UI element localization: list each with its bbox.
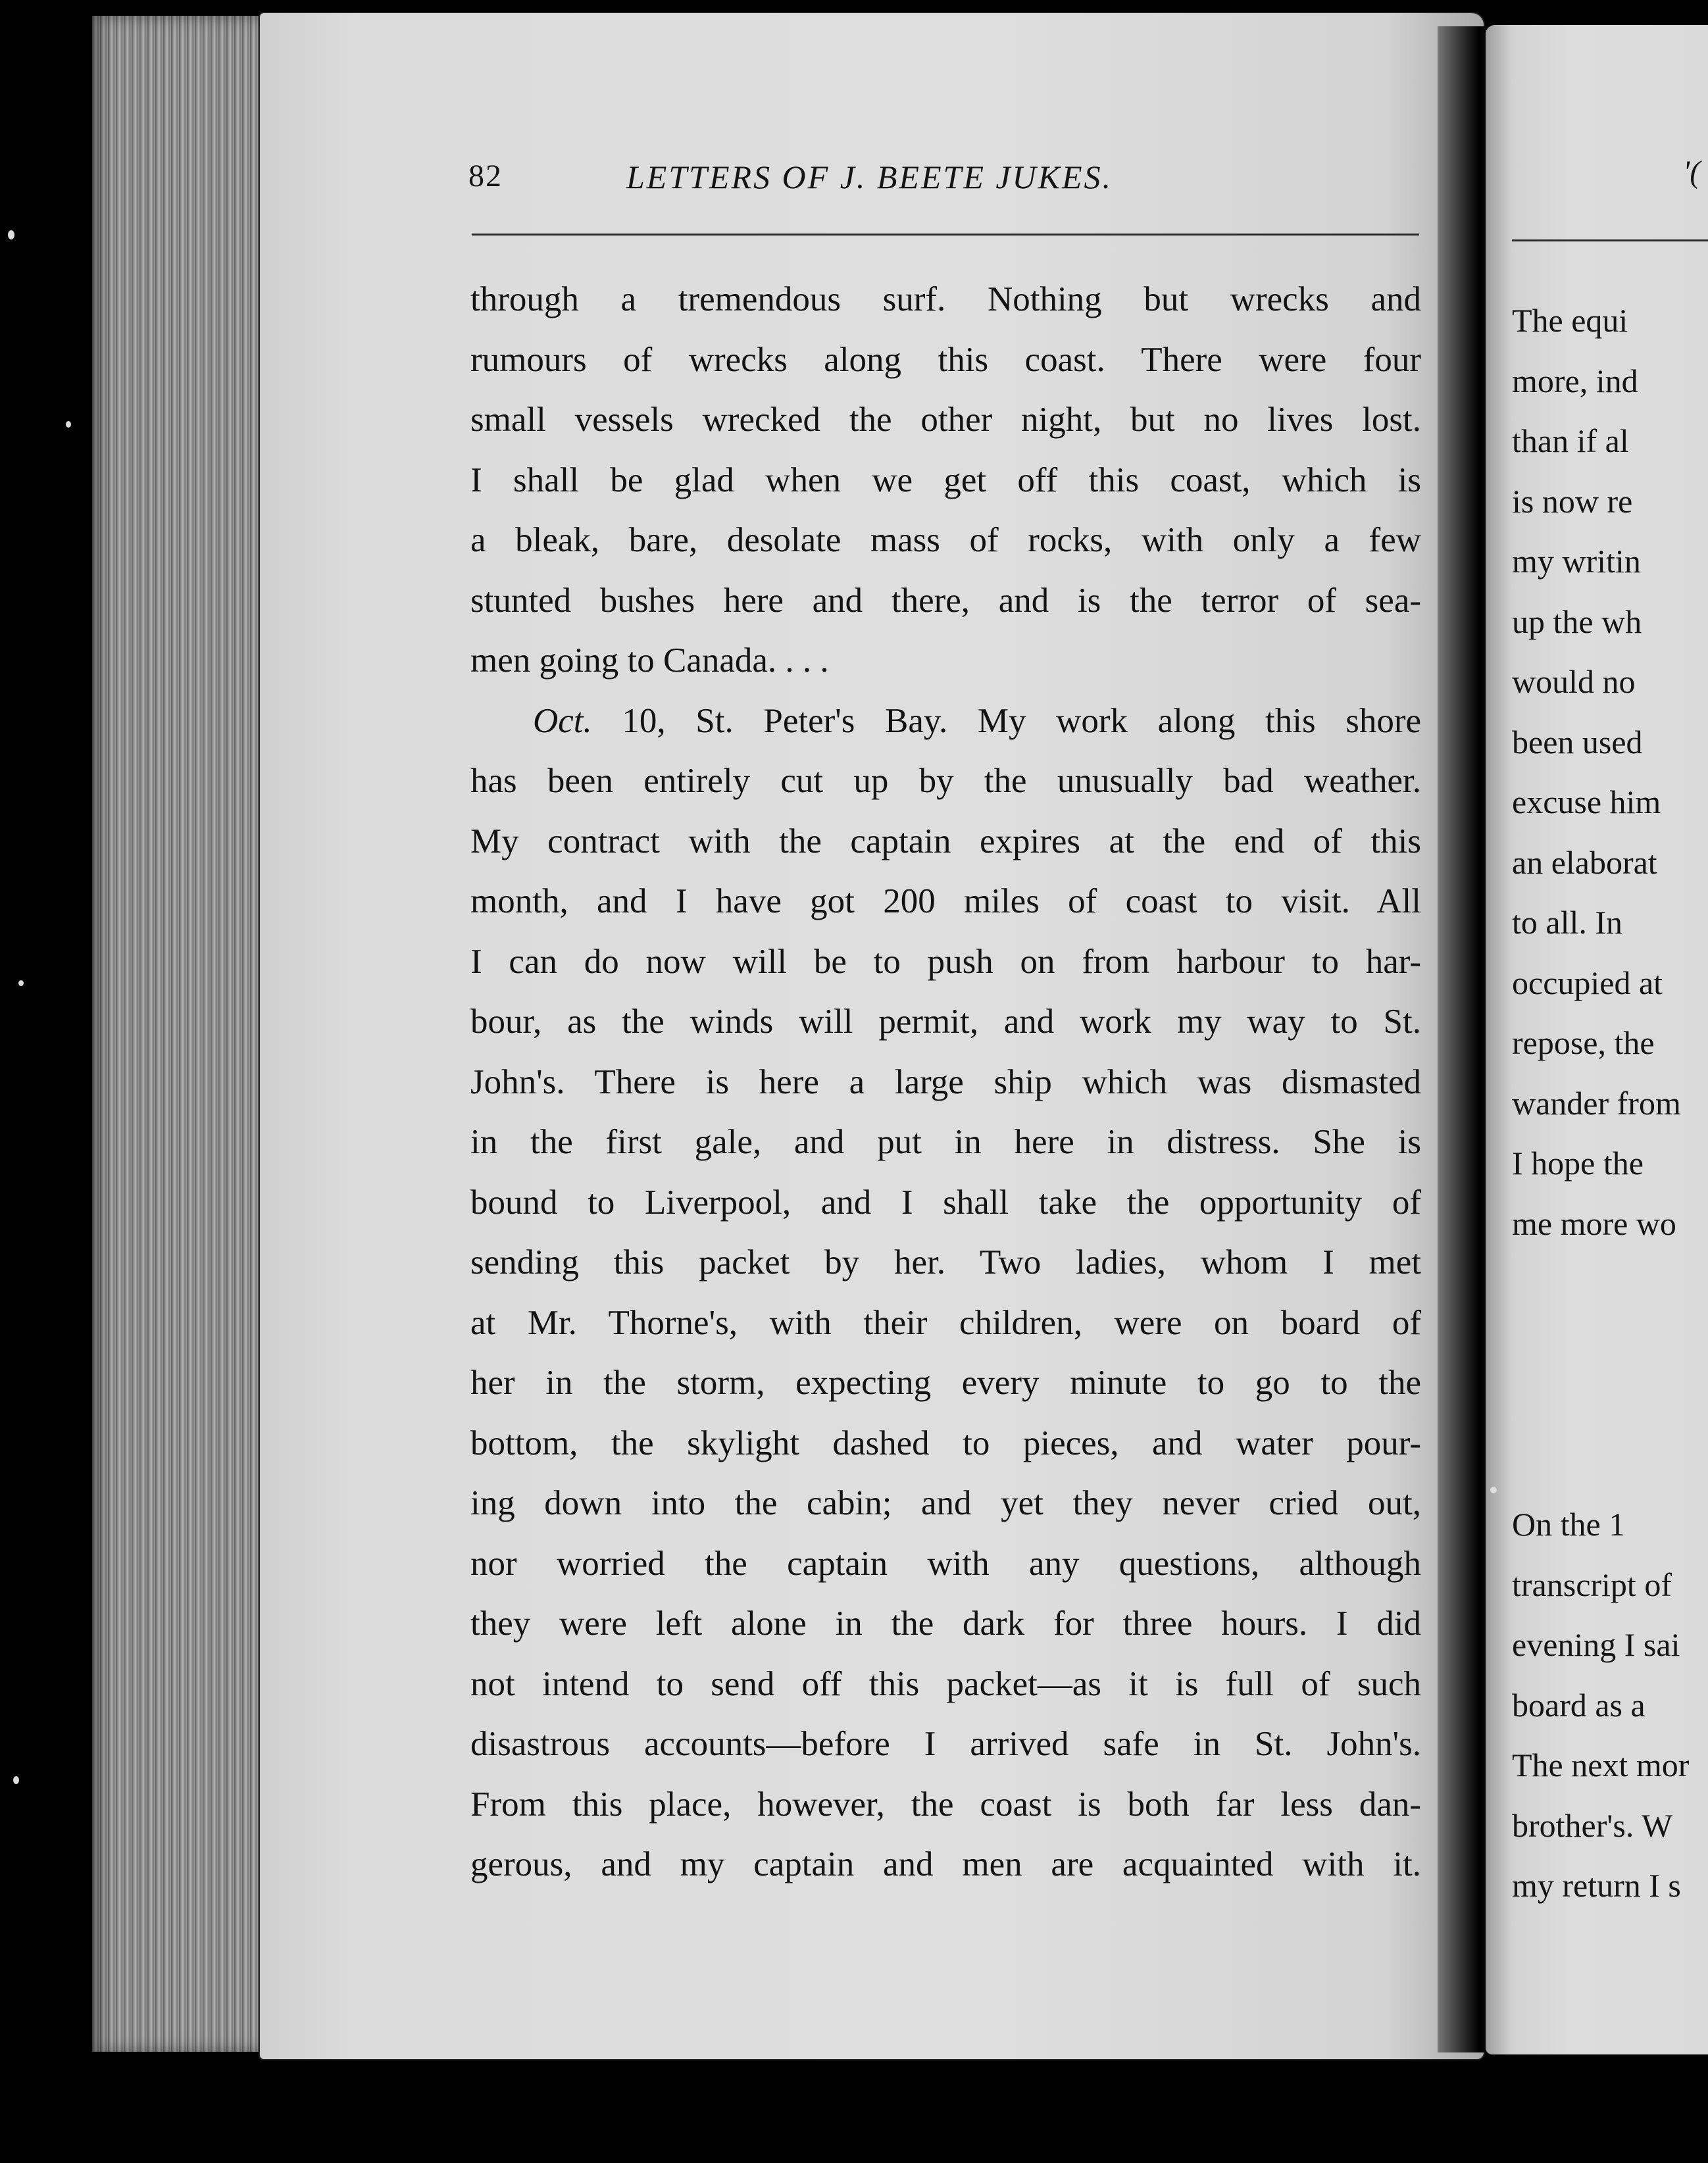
letter-date-place: 10, St. Peter's Bay. bbox=[622, 701, 948, 740]
text-line: rumours of wrecks along this coast. There were four bbox=[470, 340, 1421, 379]
page-number: 82 bbox=[468, 159, 503, 193]
scan-speck bbox=[1490, 1487, 1497, 1493]
text-line-remainder: My work along this shore bbox=[977, 701, 1421, 740]
right-page-text-line: my return I s bbox=[1512, 1867, 1681, 1904]
text-line: bottom, the skylight dashed to pieces, and water pour- bbox=[470, 1424, 1421, 1462]
body-text bbox=[470, 270, 1421, 1895]
right-page-text-line: board as a bbox=[1512, 1686, 1645, 1724]
text-line: bound to Liverpool, and I shall take the opportunity of bbox=[470, 1183, 1421, 1222]
text-line: sending this packet by her. Two ladies, whom I met bbox=[470, 1243, 1421, 1281]
text-line: nor worried the captain with any questions, although bbox=[470, 1544, 1421, 1583]
right-page-text-line: transcript of bbox=[1512, 1566, 1672, 1603]
right-page-text-line: The next mor bbox=[1512, 1747, 1690, 1783]
text-line: disastrous accounts—before I arrived safe in St. John's. bbox=[470, 1725, 1421, 1763]
text-line: John's. There is here a large ship which was dismasted bbox=[470, 1062, 1421, 1101]
right-page-text-line: me more wo bbox=[1512, 1205, 1676, 1242]
text-line: I shall be glad when we get off this coast, which is bbox=[470, 460, 1421, 499]
text-line: men going to Canada. . . . bbox=[470, 641, 829, 680]
text-line: gerous, and my captain and men are acquainted with it. bbox=[470, 1845, 1421, 1883]
text-line: I can do now will be to push on from harbour to har- bbox=[470, 942, 1421, 981]
right-page-text-line: my writin bbox=[1512, 543, 1641, 580]
right-page bbox=[1486, 25, 1708, 2054]
right-page-text-line: is now re bbox=[1512, 482, 1633, 520]
text-line: through a tremendous surf. Nothing but wrecks and bbox=[470, 280, 1421, 318]
right-page-text-line: brother's. W bbox=[1512, 1806, 1673, 1844]
text-line: month, and I have got 200 miles of coast to visit. All bbox=[470, 882, 1421, 920]
right-page-text-line: to all. In bbox=[1512, 904, 1623, 941]
text-line: small vessels wrecked the other night, but no lives lost. bbox=[470, 401, 1421, 439]
scan-speck bbox=[8, 230, 14, 239]
scan-speck bbox=[13, 1776, 19, 1784]
paragraph-start-line bbox=[470, 691, 1421, 752]
text-line: ing down into the cabin; and yet they never cried out, bbox=[470, 1484, 1421, 1522]
right-page-text-line: than if al bbox=[1512, 422, 1629, 459]
scan-speck bbox=[66, 421, 71, 428]
letter-date-month: Oct. bbox=[533, 701, 592, 740]
right-page-text-line: wander from bbox=[1512, 1084, 1681, 1122]
right-page-text-line: evening I sai bbox=[1512, 1626, 1680, 1663]
right-page-text-line: On the 1 bbox=[1512, 1506, 1626, 1543]
scan-speck bbox=[18, 980, 24, 986]
text-line: her in the storm, expecting every minute to go to the bbox=[470, 1364, 1421, 1402]
right-page-text-line: I hope the bbox=[1512, 1145, 1644, 1181]
text-line: From this place, however, the coast is both far less dan- bbox=[470, 1785, 1421, 1824]
right-page-rule bbox=[1512, 239, 1708, 241]
right-page-text-line: occupied at bbox=[1512, 964, 1663, 1001]
right-page-text-line: repose, the bbox=[1512, 1024, 1655, 1061]
text-line: a bleak, bare, desolate mass of rocks, with only a few bbox=[470, 521, 1421, 559]
text-line: in the first gale, and put in here in distress. She is bbox=[470, 1123, 1421, 1161]
text-line: not intend to send off this packet—as it is full of such bbox=[470, 1664, 1421, 1703]
right-page-text-line: would no bbox=[1512, 663, 1636, 700]
right-page-running-head: '( bbox=[1683, 155, 1701, 189]
right-page-text-line: more, ind bbox=[1512, 362, 1638, 399]
header-rule bbox=[472, 234, 1419, 236]
right-page-text-line: been used bbox=[1512, 723, 1643, 760]
right-page-text-line: up the wh bbox=[1512, 603, 1642, 640]
right-page-text-line: an elaborat bbox=[1512, 843, 1657, 881]
right-page-text-line: excuse him bbox=[1512, 783, 1661, 820]
right-page-text-line: The equi bbox=[1512, 302, 1628, 339]
running-title: LETTERS OF J. BEETE JUKES. bbox=[626, 159, 1113, 195]
text-line: they were left alone in the dark for three hours. I did bbox=[470, 1604, 1421, 1643]
text-line: stunted bushes here and there, and is the terror of sea- bbox=[470, 581, 1421, 620]
text-line: has been entirely cut up by the unusually bad weather. bbox=[470, 762, 1421, 800]
text-line: bour, as the winds will permit, and work my way to St. bbox=[470, 1003, 1421, 1041]
text-line: My contract with the captain expires at the end of this bbox=[470, 822, 1421, 860]
text-line: at Mr. Thorne's, with their children, were on board of bbox=[470, 1303, 1421, 1342]
running-head bbox=[468, 153, 1416, 212]
